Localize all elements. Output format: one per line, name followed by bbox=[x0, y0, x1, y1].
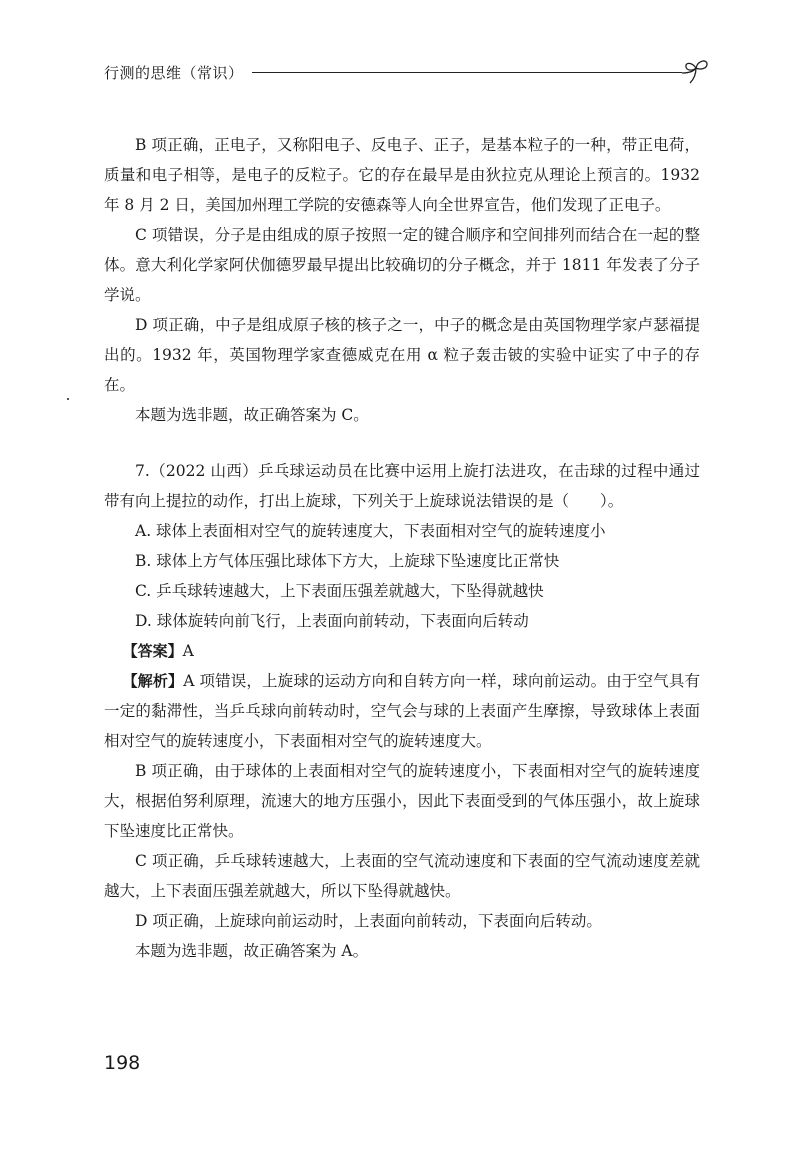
analysis-a bbox=[104, 666, 700, 756]
answer-label: 【答案】 bbox=[122, 642, 183, 660]
answer-line bbox=[104, 636, 700, 666]
scan-speck bbox=[67, 398, 69, 400]
analysis-b: B 项正确，由于球体的上表面相对空气的旋转速度小，下表面相对空气的旋转速度大，根据伯努利原理，流速大的地方压强小，因此下表面受到的气体压强小，故上旋球下坠速度比正常快。 bbox=[104, 762, 700, 840]
running-header bbox=[104, 58, 704, 88]
option-d-explanation: D 项正确，中子是组成原子核的核子之一，中子的概念是由英国物理学家卢瑟福提出的。1932 年，英国物理学家查德威克在用 α 粒子轰击铍的实验中证实了中子的存在。 bbox=[104, 316, 700, 394]
question-option-d: D. 球体旋转向前飞行，上表面向前转动，下表面向后转动 bbox=[135, 612, 529, 630]
header-rule bbox=[252, 72, 682, 73]
analysis-a-text: A 项错误，上旋球的运动方向和自转方向一样，球向前运动。由于空气具有一定的黏滞性，当乒乓球向前转动时，空气会与球的上表面产生摩擦，导致球体上表面相对空气的旋转速度小，下表面相对空气的旋转速度大。 bbox=[104, 672, 700, 750]
option-c-explanation: C 项错误，分子是由组成的原子按照一定的键合顺序和空间排列而结合在一起的整体。意大利化学家阿伏伽德罗最早提出比较确切的分子概念，并于 1811 年发表了分子学说。 bbox=[104, 226, 700, 304]
option-b-explanation: B 项正确，正电子，又称阳电子、反电子、正子，是基本粒子的一种，带正电荷，质量和电子相等，是电子的反粒子。它的存在最早是由狄拉克从理论上预言的。1932 年 8 月 2 日，美国加州理工学院的安德森等人向全世界宣告，他们发现了正电子。 bbox=[104, 136, 700, 214]
answer-value: A bbox=[182, 642, 194, 660]
analysis-d: D 项正确，上旋球向前运动时，上表面向前转动，下表面向后转动。 bbox=[135, 912, 602, 930]
analysis-label: 【解析】 bbox=[122, 672, 184, 690]
previous-conclusion: 本题为选非题，故正确答案为 C。 bbox=[135, 406, 369, 424]
question-option-c: C. 乒乓球转速越大，上下表面压强差就越大，下坠得就越快 bbox=[135, 582, 544, 600]
analysis-c: C 项正确，乒乓球转速越大，上表面的空气流动速度和下表面的空气流动速度差就越大，上下表面压强差就越大，所以下坠得就越快。 bbox=[104, 852, 700, 900]
question-stem: 7.（2022 山西）乒乓球运动员在比赛中运用上旋打法进攻，在击球的过程中通过带有向上提拉的动作，打出上旋球，下列关于上旋球说法错误的是（ ）。 bbox=[104, 462, 700, 510]
question-option-a: A. 球体上表面相对空气的旋转速度大，下表面相对空气的旋转速度小 bbox=[135, 522, 606, 540]
question-option-b: B. 球体上方气体压强比球体下方大，上旋球下坠速度比正常快 bbox=[135, 552, 560, 570]
page-content bbox=[104, 130, 700, 966]
page-number: 198 bbox=[104, 1052, 141, 1074]
question-conclusion: 本题为选非题，故正确答案为 A。 bbox=[135, 942, 369, 960]
header-title: 行测的思维（常识） bbox=[104, 64, 244, 82]
sprout-icon bbox=[676, 58, 712, 88]
